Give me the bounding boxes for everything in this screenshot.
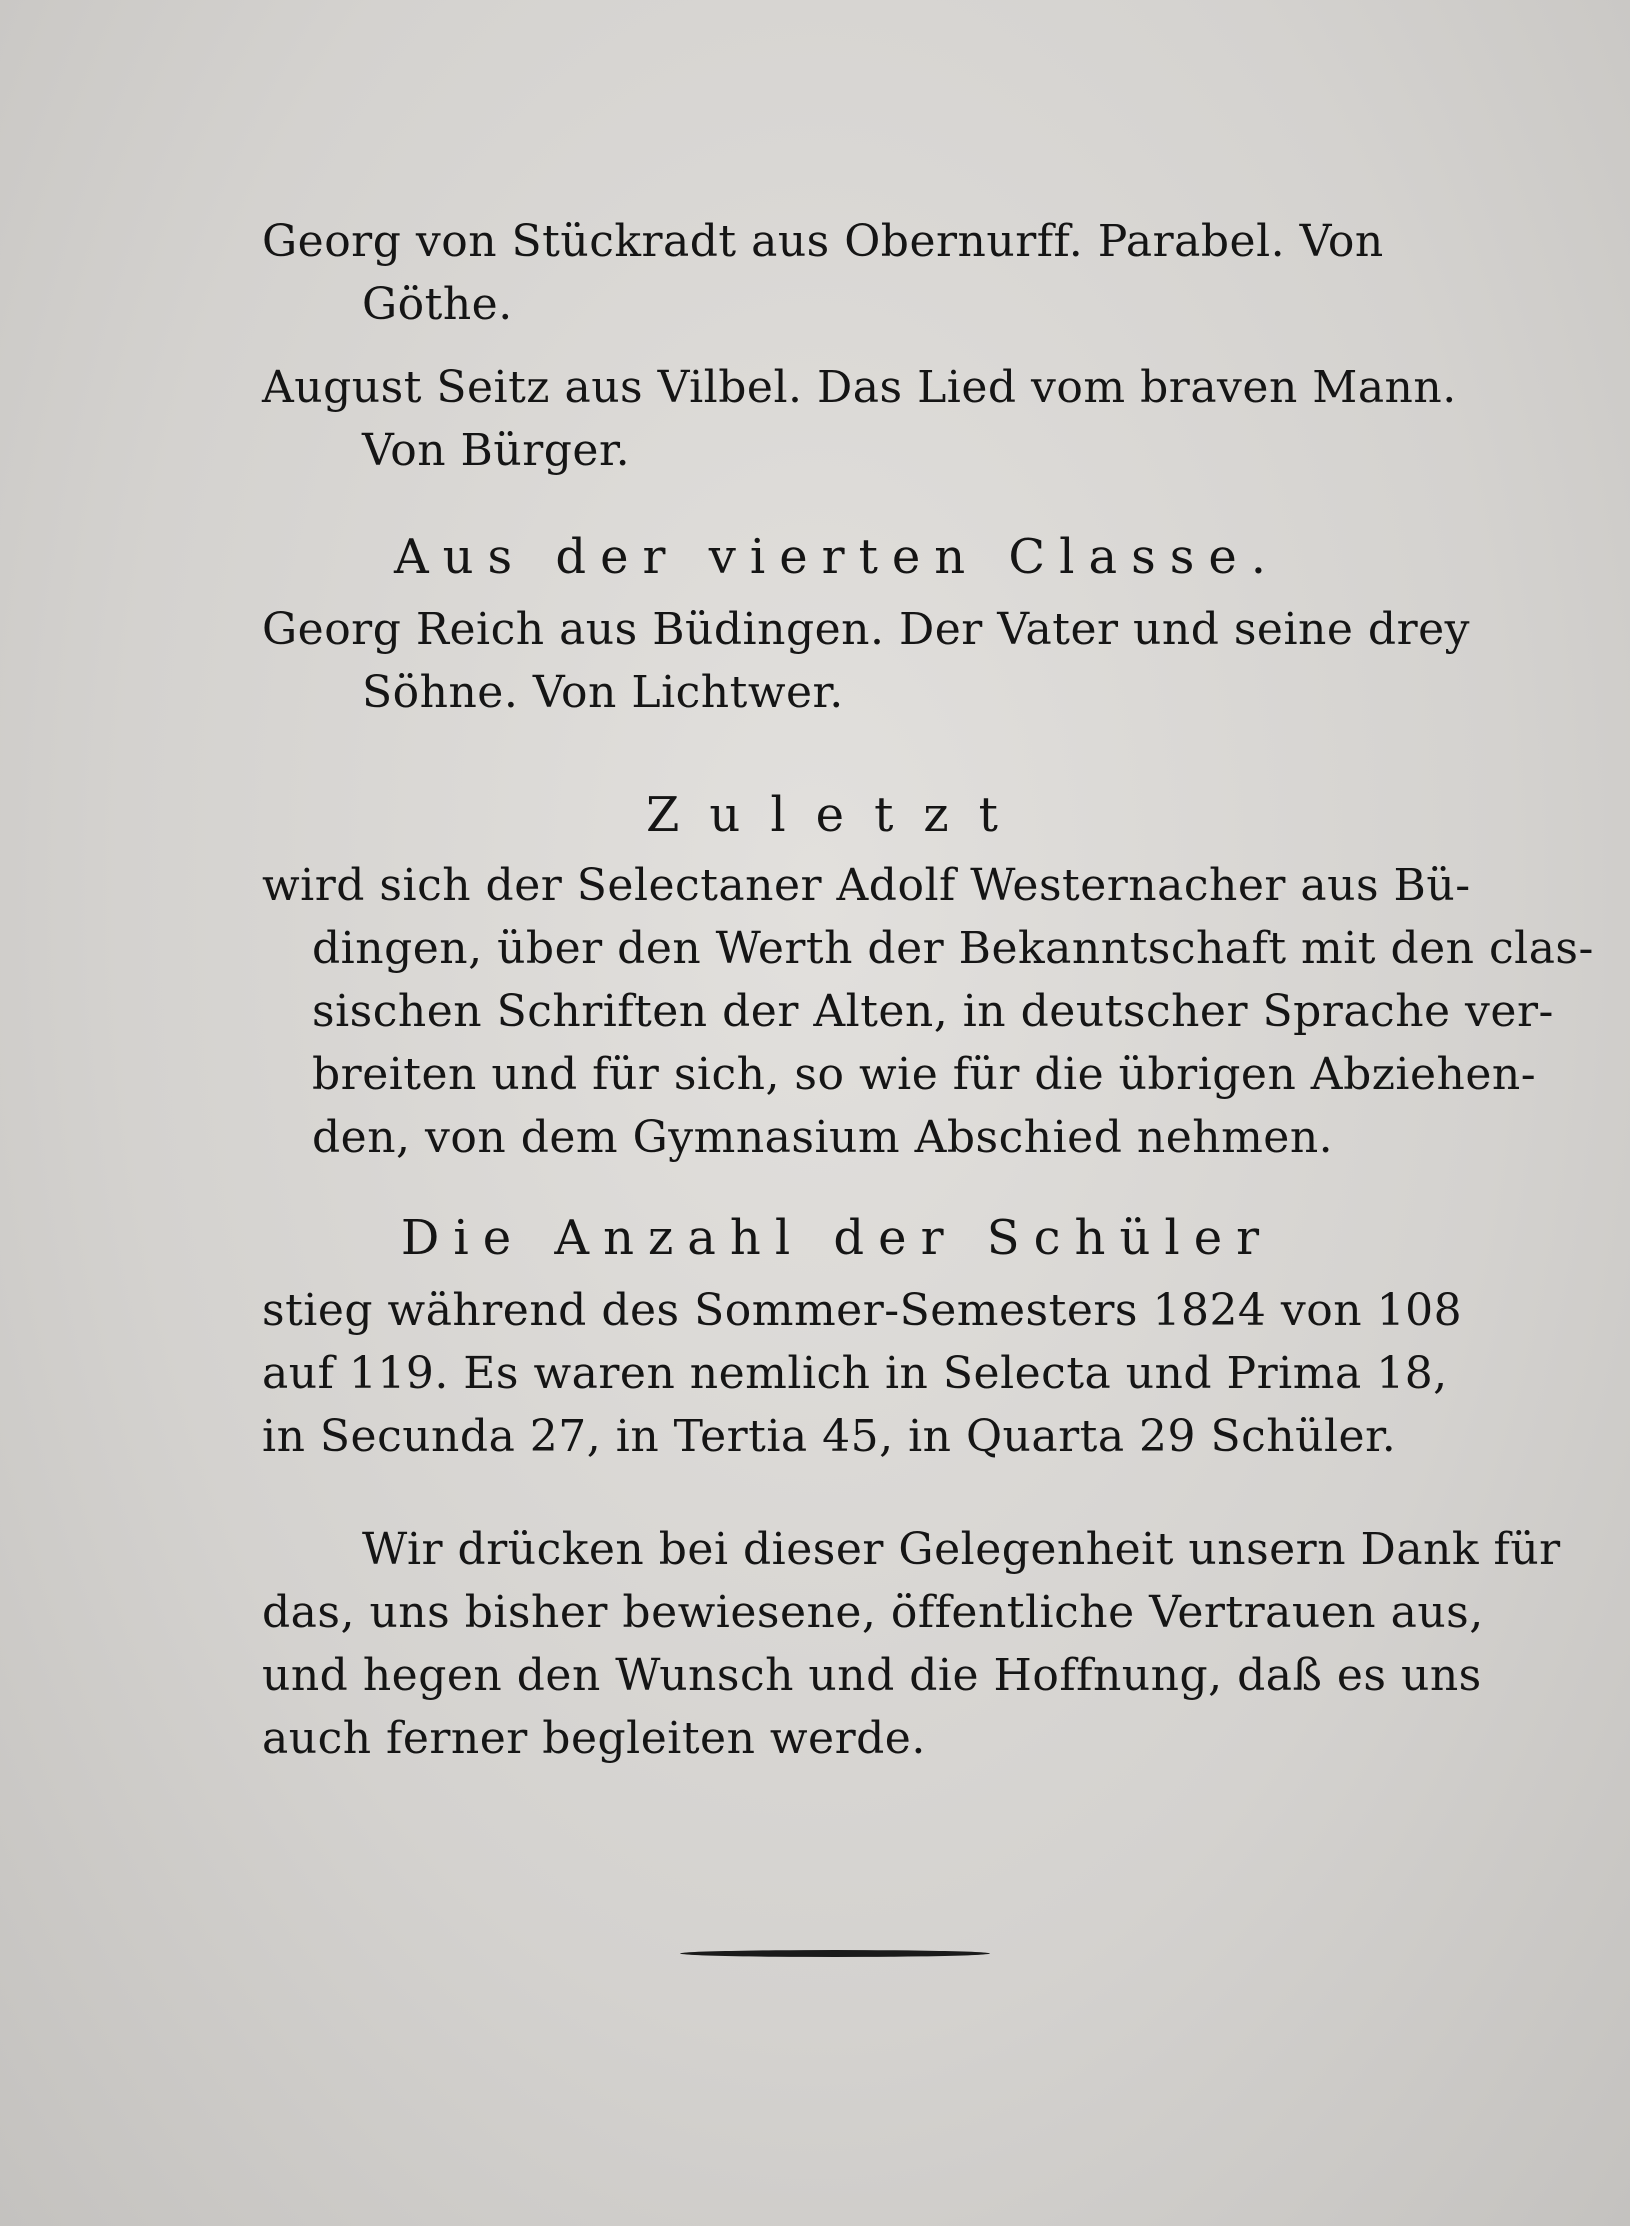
entry-line-continued: Göthe.	[362, 279, 513, 330]
recitation-entry	[262, 210, 1412, 336]
closing-rule	[680, 1950, 990, 1957]
paragraph-line: stieg während des Sommer-Semesters 1824 von 108	[262, 1285, 1463, 1336]
paragraph-line: wird sich der Selectaner Adolf Westernacher aus Bü-	[262, 860, 1471, 911]
entry-line: Georg von Stückradt aus Obernurff. Parabel. Von	[262, 216, 1384, 267]
entry-line: August Seitz aus Vilbel. Das Lied vom braven Mann.	[262, 362, 1457, 413]
section-heading-pupil-count: Die Anzahl der Schüler	[400, 1210, 1274, 1266]
paragraph-line: Wir drücken bei dieser Gelegenheit unsern Dank für	[362, 1524, 1561, 1575]
recitation-entry	[262, 598, 1470, 724]
paragraph-line: sischen Schriften der Alten, in deutscher Sprache ver-	[312, 986, 1554, 1037]
paragraph-line: dingen, über den Werth der Bekanntschaft mit den clas-	[312, 923, 1594, 974]
entry-line-continued: Von Bürger.	[362, 425, 631, 476]
paragraph-line: in Secunda 27, in Tertia 45, in Quarta 29 Schüler.	[262, 1411, 1397, 1462]
paragraph-line: auf 119. Es waren nemlich in Selecta und Prima 18,	[262, 1348, 1448, 1399]
entry-line: Georg Reich aus Büdingen. Der Vater und seine drey	[262, 604, 1470, 655]
closing-paragraph	[262, 854, 1594, 1169]
paragraph-line: und hegen den Wunsch und die Hoffnung, daß es uns	[262, 1650, 1482, 1701]
paragraph-line: das, uns bisher bewiesene, öffentliche Vertrauen aus,	[262, 1587, 1484, 1638]
entry-line-continued: Söhne. Von Lichtwer.	[362, 667, 844, 718]
thanks-paragraph	[262, 1518, 1561, 1770]
paragraph-line: breiten und für sich, so wie für die übrigen Abziehen-	[312, 1049, 1537, 1100]
section-heading-finally: Zuletzt	[646, 787, 1028, 843]
recitation-entry	[262, 356, 1457, 482]
paragraph-line: auch ferner begleiten werde.	[262, 1713, 926, 1764]
paragraph-line: den, von dem Gymnasium Abschied nehmen.	[312, 1112, 1334, 1163]
page-text	[262, 210, 1594, 1770]
section-heading-fourth-class: Aus der vierten Classe.	[393, 529, 1281, 585]
enrollment-paragraph	[262, 1279, 1463, 1468]
